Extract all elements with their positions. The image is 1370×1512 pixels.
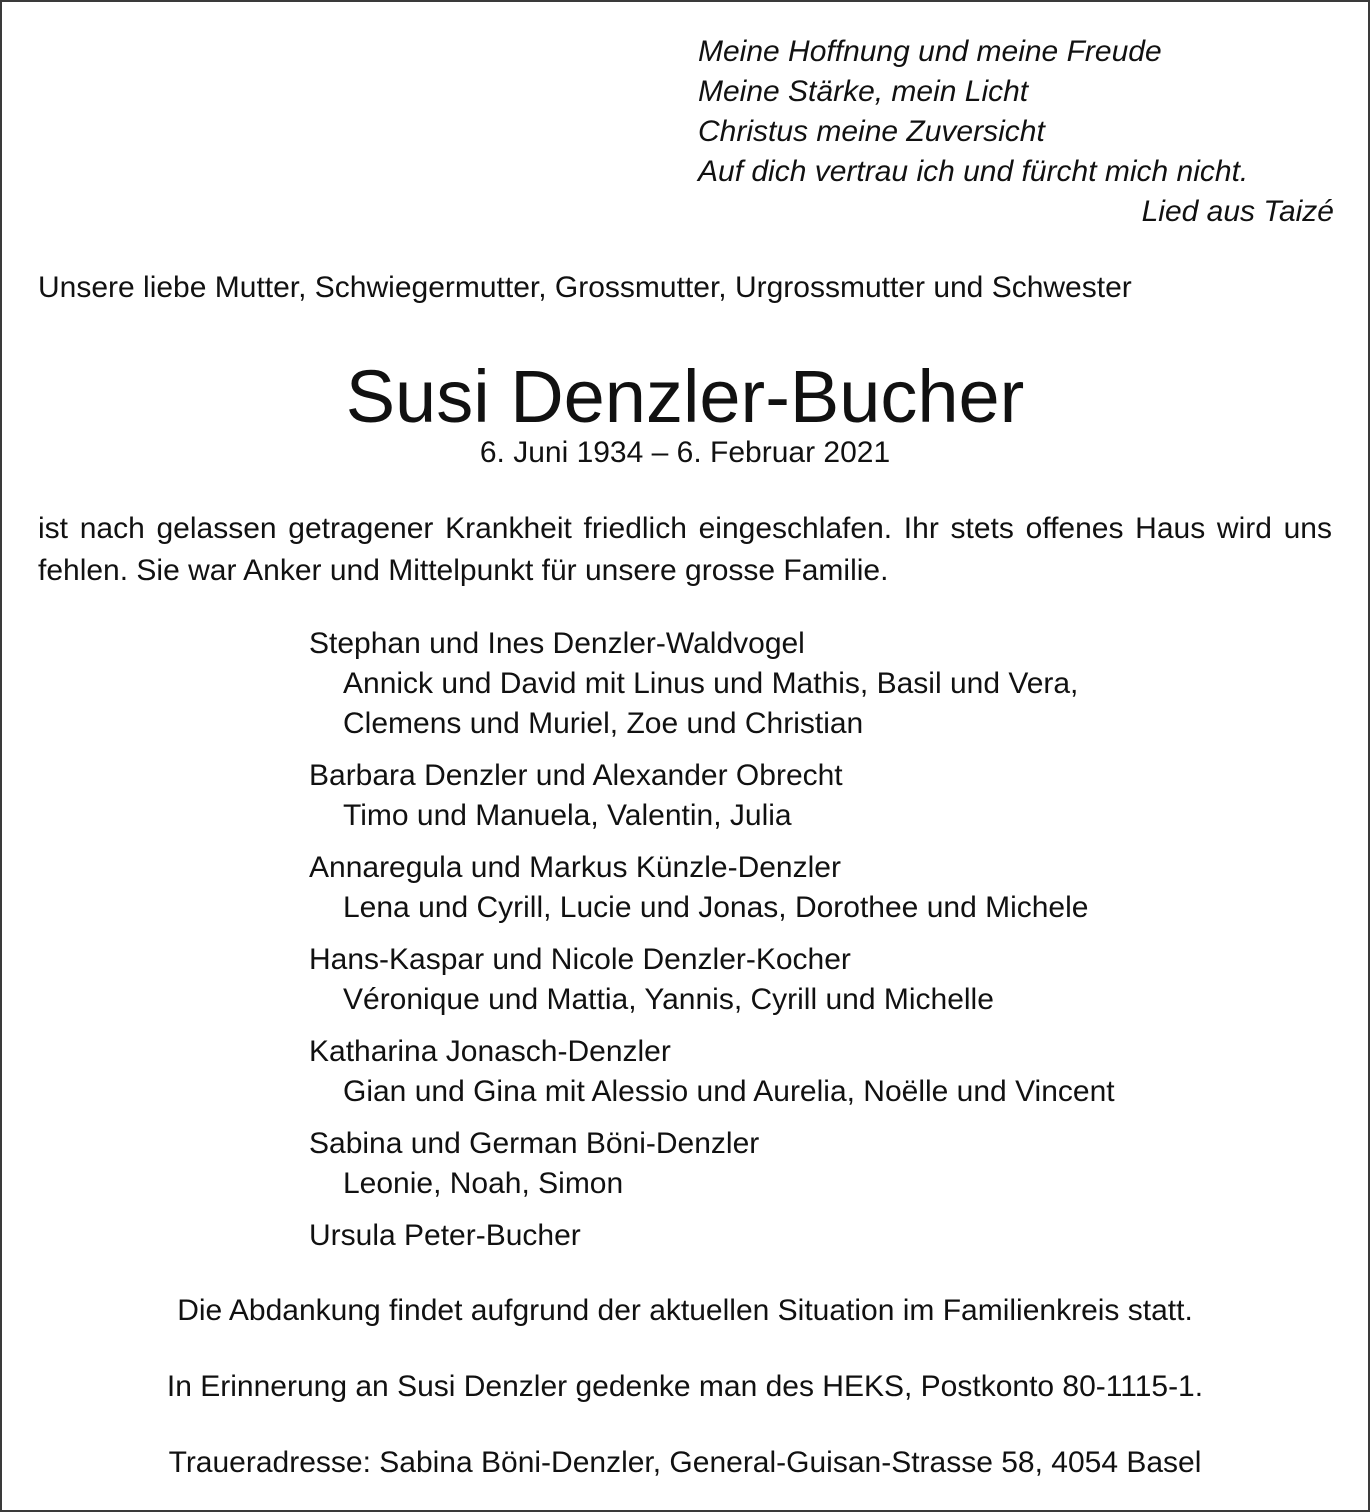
family-group (309, 1124, 1115, 1204)
family-head: Ursula Peter-Bucher (309, 1219, 581, 1252)
family-head: Stephan und Ines Denzler-Waldvogel (309, 627, 805, 660)
poem-source: Lied aus Taizé (1141, 195, 1334, 228)
family-member: Gian und Gina mit Alessio und Aurelia, Noëlle und Vincent (343, 1075, 1115, 1108)
family-member: Véronique und Mattia, Yannis, Cyrill und Michelle (343, 983, 994, 1016)
family-group (309, 756, 1115, 836)
family-member: Leonie, Noah, Simon (343, 1167, 624, 1200)
family-group (309, 624, 1115, 744)
family-group (309, 940, 1115, 1020)
poem-line: Meine Stärke, mein Licht (698, 75, 1029, 108)
family-head: Annaregula und Markus Künzle-Denzler (309, 851, 841, 884)
ceremony-notice: Die Abdankung findet aufgrund der aktuellen Situation im Familienkreis statt. (177, 1294, 1193, 1327)
poem-line: Christus meine Zuversicht (698, 115, 1045, 148)
family-head: Barbara Denzler und Alexander Obrecht (309, 759, 843, 792)
family-head: Hans-Kaspar und Nicole Denzler-Kocher (309, 943, 851, 976)
family-group (309, 1032, 1115, 1112)
family-head: Katharina Jonasch-Denzler (309, 1035, 671, 1068)
intro-text: Unsere liebe Mutter, Schwiegermutter, Grossmutter, Urgrossmutter und Schwester (38, 271, 1132, 304)
mourners-list (309, 624, 1115, 1256)
body-text: ist nach gelassen getragener Krankheit friedlich eingeschlafen. Ihr stets offenes Haus wird uns fehlen. Sie war Anker und Mittelpunkt für unsere grosse Familie. (38, 512, 1332, 587)
deceased-name: Susi Denzler-Bucher (345, 355, 1025, 438)
family-group (309, 1216, 1115, 1256)
family-member: Timo und Manuela, Valentin, Julia (343, 799, 792, 832)
poem-line: Meine Hoffnung und meine Freude (698, 35, 1162, 68)
life-dates: 6. Juni 1934 – 6. Februar 2021 (479, 436, 891, 469)
family-group (309, 848, 1115, 928)
family-member: Annick und David mit Linus und Mathis, Basil und Vera, (343, 667, 1079, 700)
poem-block (698, 32, 1334, 232)
poem-line: Auf dich vertrau ich und fürcht mich nicht. (698, 155, 1249, 188)
memorial-donation: In Erinnerung an Susi Denzler gedenke man des HEKS, Postkonto 80-1115-1. (166, 1370, 1204, 1403)
family-head: Sabina und German Böni-Denzler (309, 1127, 760, 1160)
family-member: Clemens und Muriel, Zoe und Christian (343, 707, 864, 740)
family-member: Lena und Cyrill, Lucie und Jonas, Dorothee und Michele (343, 891, 1089, 924)
mourning-address: Traueradresse: Sabina Böni-Denzler, General-Guisan-Strasse 58, 4054 Basel (168, 1446, 1202, 1479)
